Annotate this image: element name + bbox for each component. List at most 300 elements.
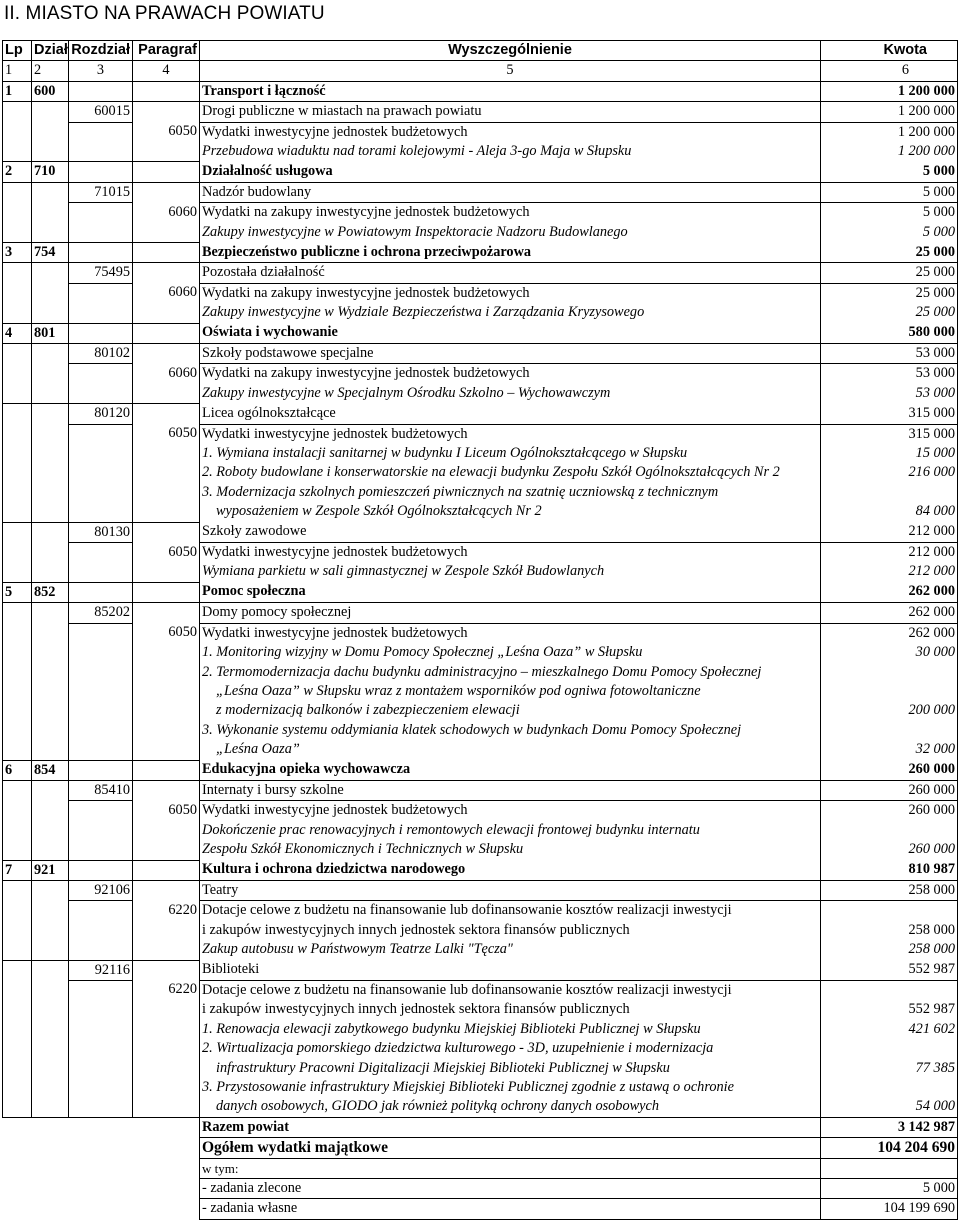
cell-lp: 4 xyxy=(3,323,32,343)
empty-cell xyxy=(133,1158,200,1178)
cell-opis: Wydatki na zakupy inwestycyjne jednostek budżetowych xyxy=(200,203,821,223)
cell-dzial xyxy=(32,901,69,921)
chapter-row xyxy=(3,102,958,122)
colnum-3: 3 xyxy=(69,61,133,81)
task-row xyxy=(3,701,958,720)
cell-lp xyxy=(3,142,32,162)
header-rozdzial: Rozdział xyxy=(69,41,133,61)
chapter-row xyxy=(3,263,958,283)
cell-rozdzial xyxy=(69,303,133,323)
cell-opis: Zakupy inwestycyjne w Specjalnym Ośrodku Szkolno – Wychowawczym xyxy=(200,384,821,404)
cell-rozdzial xyxy=(69,502,133,522)
task-row xyxy=(3,1039,958,1058)
cell-lp xyxy=(3,502,32,522)
cell-dzial xyxy=(32,1020,69,1039)
cell-paragraf xyxy=(133,444,200,463)
cell-paragraf xyxy=(133,263,200,283)
cell-kwota: 421 602 xyxy=(821,1020,958,1039)
cell-paragraf: 6050 xyxy=(133,623,200,643)
paragraph-row xyxy=(3,543,958,563)
cell-rozdzial xyxy=(69,701,133,720)
cell-kwota: 32 000 xyxy=(821,740,958,760)
empty-cell xyxy=(133,1138,200,1158)
cell-opis: „Leśna Oaza” xyxy=(200,740,821,760)
task-row xyxy=(3,483,958,502)
cell-opis: z modernizacją balkonów i zabezpieczeniem elewacji xyxy=(200,701,821,720)
cell-dzial xyxy=(32,1059,69,1078)
cell-rozdzial xyxy=(69,1078,133,1097)
cell-lp xyxy=(3,603,32,623)
cell-opis: Wydatki inwestycyjne jednostek budżetowych xyxy=(200,122,821,142)
cell-paragraf xyxy=(133,384,200,404)
chapter-row xyxy=(3,880,958,900)
cell-kwota: 1 200 000 xyxy=(821,81,958,101)
task-row xyxy=(3,384,958,404)
cell-dzial xyxy=(32,142,69,162)
cell-rozdzial: 85410 xyxy=(69,780,133,800)
summary-amount: 3 142 987 xyxy=(821,1117,958,1137)
cell-lp xyxy=(3,980,32,1000)
cell-dzial xyxy=(32,701,69,720)
cell-opis: Pozostała działalność xyxy=(200,263,821,283)
cell-dzial xyxy=(32,463,69,482)
cell-rozdzial: 75495 xyxy=(69,263,133,283)
cell-paragraf xyxy=(133,344,200,364)
summary-amount xyxy=(821,1158,958,1178)
chapter-row xyxy=(3,404,958,424)
cell-rozdzial: 71015 xyxy=(69,182,133,202)
cell-rozdzial xyxy=(69,562,133,582)
cell-lp xyxy=(3,522,32,542)
paragraph-row xyxy=(3,122,958,142)
cell-lp xyxy=(3,663,32,682)
cell-lp: 5 xyxy=(3,582,32,602)
section-row xyxy=(3,243,958,263)
summary-amount: 104 199 690 xyxy=(821,1199,958,1219)
cell-lp xyxy=(3,921,32,940)
cell-lp xyxy=(3,384,32,404)
cell-rozdzial: 80102 xyxy=(69,344,133,364)
empty-cell xyxy=(69,1179,133,1199)
cell-lp xyxy=(3,740,32,760)
summary-row xyxy=(3,1138,958,1158)
cell-opis: Licea ogólnokształcące xyxy=(200,404,821,424)
cell-lp xyxy=(3,263,32,283)
cell-paragraf xyxy=(133,721,200,740)
section-row xyxy=(3,323,958,343)
cell-opis: Szkoły zawodowe xyxy=(200,522,821,542)
cell-rozdzial xyxy=(69,1000,133,1019)
cell-opis: 2. Wirtualizacja pomorskiego dziedzictwa kulturowego - 3D, uzupełnienie i modernizacja xyxy=(200,1039,821,1058)
chapter-row xyxy=(3,344,958,364)
cell-rozdzial xyxy=(69,860,133,880)
cell-dzial xyxy=(32,663,69,682)
cell-dzial xyxy=(32,643,69,662)
summary-label: w tym: xyxy=(200,1158,821,1178)
cell-dzial: 801 xyxy=(32,323,69,343)
cell-paragraf xyxy=(133,323,200,343)
cell-kwota xyxy=(821,821,958,840)
cell-kwota: 5 000 xyxy=(821,203,958,223)
cell-opis: Wydatki inwestycyjne jednostek budżetowych xyxy=(200,801,821,821)
summary-label: Razem powiat xyxy=(200,1117,821,1137)
section-row xyxy=(3,162,958,182)
cell-kwota: 262 000 xyxy=(821,603,958,623)
cell-paragraf xyxy=(133,940,200,960)
cell-paragraf xyxy=(133,1078,200,1097)
header-wyszczegolnienie: Wyszczególnienie xyxy=(200,41,821,61)
cell-dzial xyxy=(32,502,69,522)
task-row xyxy=(3,940,958,960)
section-row xyxy=(3,860,958,880)
cell-dzial xyxy=(32,840,69,860)
cell-kwota: 5 000 xyxy=(821,223,958,243)
cell-dzial xyxy=(32,940,69,960)
cell-rozdzial xyxy=(69,740,133,760)
cell-lp xyxy=(3,960,32,980)
cell-rozdzial xyxy=(69,122,133,142)
task-row xyxy=(3,643,958,662)
cell-rozdzial xyxy=(69,364,133,384)
cell-kwota: 25 000 xyxy=(821,243,958,263)
cell-rozdzial xyxy=(69,1097,133,1117)
summary-amount: 5 000 xyxy=(821,1179,958,1199)
paragraph-row xyxy=(3,623,958,643)
cell-lp xyxy=(3,344,32,364)
cell-paragraf xyxy=(133,522,200,542)
paragraph-row xyxy=(3,1000,958,1019)
cell-paragraf xyxy=(133,483,200,502)
cell-opis: 3. Przystosowanie infrastruktury Miejskiej Biblioteki Publicznej zgodnie z ustawą o ochronie xyxy=(200,1078,821,1097)
cell-opis: Drogi publiczne w miastach na prawach powiatu xyxy=(200,102,821,122)
cell-opis: Nadzór budowlany xyxy=(200,182,821,202)
cell-lp xyxy=(3,483,32,502)
cell-rozdzial xyxy=(69,582,133,602)
cell-dzial: 854 xyxy=(32,760,69,780)
paragraph-row xyxy=(3,283,958,303)
cell-paragraf xyxy=(133,1000,200,1019)
task-row xyxy=(3,444,958,463)
cell-dzial xyxy=(32,522,69,542)
cell-kwota xyxy=(821,663,958,682)
cell-opis: 2. Termomodernizacja dachu budynku administracyjno – mieszkalnego Domu Pomocy Społecznej xyxy=(200,663,821,682)
header-lp: Lp xyxy=(3,41,32,61)
cell-dzial xyxy=(32,623,69,643)
cell-kwota: 262 000 xyxy=(821,582,958,602)
colnum-6: 6 xyxy=(821,61,958,81)
empty-cell xyxy=(69,1158,133,1178)
cell-kwota: 25 000 xyxy=(821,303,958,323)
cell-lp xyxy=(3,562,32,582)
colnum-4: 4 xyxy=(133,61,200,81)
cell-lp xyxy=(3,780,32,800)
cell-paragraf xyxy=(133,840,200,860)
cell-paragraf xyxy=(133,142,200,162)
cell-lp xyxy=(3,801,32,821)
cell-rozdzial xyxy=(69,901,133,921)
cell-paragraf xyxy=(133,880,200,900)
cell-lp xyxy=(3,1039,32,1058)
cell-opis: Zakupy inwestycyjne w Wydziale Bezpieczeństwa i Zarządzania Kryzysowego xyxy=(200,303,821,323)
task-row xyxy=(3,223,958,243)
task-row xyxy=(3,502,958,522)
cell-lp: 1 xyxy=(3,81,32,101)
summary-label: Ogółem wydatki majątkowe xyxy=(200,1138,821,1158)
summary-row xyxy=(3,1199,958,1219)
cell-dzial xyxy=(32,780,69,800)
cell-rozdzial: 60015 xyxy=(69,102,133,122)
cell-rozdzial xyxy=(69,721,133,740)
cell-paragraf xyxy=(133,303,200,323)
cell-rozdzial xyxy=(69,1020,133,1039)
cell-lp: 2 xyxy=(3,162,32,182)
cell-paragraf xyxy=(133,102,200,122)
empty-cell xyxy=(69,1199,133,1219)
cell-paragraf xyxy=(133,1039,200,1058)
cell-dzial xyxy=(32,404,69,424)
cell-kwota: 262 000 xyxy=(821,623,958,643)
cell-paragraf xyxy=(133,821,200,840)
cell-lp xyxy=(3,840,32,860)
empty-cell xyxy=(32,1179,69,1199)
cell-dzial xyxy=(32,203,69,223)
cell-dzial xyxy=(32,801,69,821)
empty-cell xyxy=(133,1179,200,1199)
cell-opis: Bezpieczeństwo publiczne i ochrona przeciwpożarowa xyxy=(200,243,821,263)
cell-rozdzial xyxy=(69,623,133,643)
paragraph-row xyxy=(3,921,958,940)
cell-dzial xyxy=(32,682,69,701)
cell-paragraf xyxy=(133,223,200,243)
empty-cell xyxy=(3,1199,32,1219)
cell-kwota: 5 000 xyxy=(821,162,958,182)
cell-dzial xyxy=(32,444,69,463)
cell-paragraf xyxy=(133,701,200,720)
cell-kwota: 53 000 xyxy=(821,344,958,364)
cell-lp xyxy=(3,623,32,643)
cell-kwota: 260 000 xyxy=(821,840,958,860)
colnum-5: 5 xyxy=(200,61,821,81)
cell-dzial: 921 xyxy=(32,860,69,880)
cell-rozdzial: 92106 xyxy=(69,880,133,900)
cell-lp: 3 xyxy=(3,243,32,263)
cell-rozdzial xyxy=(69,384,133,404)
cell-dzial xyxy=(32,562,69,582)
cell-lp xyxy=(3,1020,32,1039)
cell-kwota: 315 000 xyxy=(821,424,958,444)
cell-paragraf xyxy=(133,81,200,101)
header-kwota: Kwota xyxy=(821,41,958,61)
cell-opis: Edukacyjna opieka wychowawcza xyxy=(200,760,821,780)
cell-paragraf xyxy=(133,1097,200,1117)
cell-kwota xyxy=(821,980,958,1000)
cell-rozdzial: 85202 xyxy=(69,603,133,623)
cell-kwota xyxy=(821,1078,958,1097)
cell-dzial: 710 xyxy=(32,162,69,182)
cell-kwota: 5 000 xyxy=(821,182,958,202)
cell-paragraf: 6060 xyxy=(133,283,200,303)
cell-kwota: 84 000 xyxy=(821,502,958,522)
cell-lp xyxy=(3,404,32,424)
cell-lp: 7 xyxy=(3,860,32,880)
cell-opis: Dotacje celowe z budżetu na finansowanie lub dofinansowanie kosztów realizacji inwestycji xyxy=(200,901,821,921)
empty-cell xyxy=(32,1117,69,1137)
cell-kwota: 212 000 xyxy=(821,562,958,582)
cell-paragraf xyxy=(133,1059,200,1078)
cell-lp xyxy=(3,940,32,960)
cell-opis: infrastruktury Pracowni Digitalizacji Miejskiej Biblioteki Publicznej w Słupsku xyxy=(200,1059,821,1078)
task-row xyxy=(3,142,958,162)
cell-lp xyxy=(3,821,32,840)
cell-lp xyxy=(3,880,32,900)
budget-table xyxy=(2,40,958,1220)
cell-rozdzial: 80120 xyxy=(69,404,133,424)
cell-lp xyxy=(3,102,32,122)
cell-rozdzial xyxy=(69,980,133,1000)
cell-paragraf xyxy=(133,243,200,263)
cell-rozdzial xyxy=(69,921,133,940)
cell-kwota: 260 000 xyxy=(821,780,958,800)
cell-opis: Zakup autobusu w Państwowym Teatrze Lalki "Tęcza" xyxy=(200,940,821,960)
cell-kwota: 552 987 xyxy=(821,960,958,980)
cell-paragraf xyxy=(133,780,200,800)
cell-kwota: 25 000 xyxy=(821,283,958,303)
cell-dzial xyxy=(32,960,69,980)
empty-cell xyxy=(133,1117,200,1137)
cell-paragraf xyxy=(133,463,200,482)
cell-kwota: 53 000 xyxy=(821,364,958,384)
cell-kwota: 258 000 xyxy=(821,921,958,940)
cell-dzial xyxy=(32,364,69,384)
cell-lp xyxy=(3,303,32,323)
cell-opis: Działalność usługowa xyxy=(200,162,821,182)
cell-dzial xyxy=(32,263,69,283)
cell-dzial xyxy=(32,223,69,243)
cell-paragraf xyxy=(133,562,200,582)
cell-lp xyxy=(3,364,32,384)
cell-rozdzial xyxy=(69,1039,133,1058)
cell-dzial xyxy=(32,821,69,840)
cell-dzial xyxy=(32,424,69,444)
task-row xyxy=(3,821,958,840)
cell-rozdzial xyxy=(69,821,133,840)
empty-cell xyxy=(69,1138,133,1158)
cell-opis: Zespołu Szkół Ekonomicznych i Technicznych w Słupsku xyxy=(200,840,821,860)
cell-paragraf: 6220 xyxy=(133,901,200,921)
cell-kwota: 212 000 xyxy=(821,543,958,563)
cell-rozdzial: 92116 xyxy=(69,960,133,980)
cell-paragraf: 6050 xyxy=(133,424,200,444)
cell-paragraf xyxy=(133,860,200,880)
cell-dzial xyxy=(32,303,69,323)
cell-paragraf xyxy=(133,663,200,682)
colnum-1: 1 xyxy=(3,61,32,81)
empty-cell xyxy=(3,1158,32,1178)
cell-paragraf: 6050 xyxy=(133,543,200,563)
cell-opis: Dotacje celowe z budżetu na finansowanie lub dofinansowanie kosztów realizacji inwestycji xyxy=(200,980,821,1000)
task-row xyxy=(3,463,958,482)
cell-kwota: 315 000 xyxy=(821,404,958,424)
cell-rozdzial xyxy=(69,444,133,463)
summary-row xyxy=(3,1158,958,1178)
cell-lp xyxy=(3,643,32,662)
task-row xyxy=(3,303,958,323)
cell-opis: Wydatki inwestycyjne jednostek budżetowych xyxy=(200,424,821,444)
cell-opis: Szkoły podstawowe specjalne xyxy=(200,344,821,364)
cell-dzial xyxy=(32,182,69,202)
cell-opis: 3. Modernizacja szkolnych pomieszczeń piwnicznych na szatnię uczniowską z technicznym xyxy=(200,483,821,502)
cell-kwota xyxy=(821,682,958,701)
chapter-row xyxy=(3,182,958,202)
cell-paragraf: 6050 xyxy=(133,801,200,821)
cell-paragraf xyxy=(133,921,200,940)
cell-dzial xyxy=(32,1000,69,1019)
cell-dzial xyxy=(32,1078,69,1097)
cell-paragraf xyxy=(133,404,200,424)
cell-opis: Oświata i wychowanie xyxy=(200,323,821,343)
cell-kwota: 260 000 xyxy=(821,801,958,821)
cell-rozdzial xyxy=(69,223,133,243)
cell-kwota xyxy=(821,901,958,921)
cell-kwota: 54 000 xyxy=(821,1097,958,1117)
paragraph-row xyxy=(3,364,958,384)
cell-rozdzial: 80130 xyxy=(69,522,133,542)
cell-opis: „Leśna Oaza” w Słupsku wraz z montażem wsporników pod ogniwa fotowoltaniczne xyxy=(200,682,821,701)
cell-kwota: 1 200 000 xyxy=(821,142,958,162)
cell-opis: Wydatki na zakupy inwestycyjne jednostek budżetowych xyxy=(200,283,821,303)
budget-table-body xyxy=(3,41,958,1220)
section-row xyxy=(3,760,958,780)
cell-kwota: 580 000 xyxy=(821,323,958,343)
cell-dzial xyxy=(32,921,69,940)
cell-kwota: 810 987 xyxy=(821,860,958,880)
cell-opis: Biblioteki xyxy=(200,960,821,980)
cell-rozdzial xyxy=(69,682,133,701)
cell-kwota xyxy=(821,1039,958,1058)
paragraph-row xyxy=(3,901,958,921)
cell-paragraf xyxy=(133,760,200,780)
cell-paragraf xyxy=(133,682,200,701)
cell-dzial: 852 xyxy=(32,582,69,602)
cell-lp xyxy=(3,463,32,482)
summary-amount: 104 204 690 xyxy=(821,1138,958,1158)
empty-cell xyxy=(133,1199,200,1219)
cell-paragraf xyxy=(133,643,200,662)
cell-paragraf: 6060 xyxy=(133,364,200,384)
cell-rozdzial xyxy=(69,643,133,662)
cell-rozdzial xyxy=(69,801,133,821)
cell-dzial xyxy=(32,740,69,760)
cell-paragraf xyxy=(133,582,200,602)
cell-kwota: 77 385 xyxy=(821,1059,958,1078)
cell-opis: wyposażeniem w Zespole Szkół Ogólnokształcących Nr 2 xyxy=(200,502,821,522)
cell-lp xyxy=(3,424,32,444)
cell-opis: Transport i łączność xyxy=(200,81,821,101)
cell-kwota: 30 000 xyxy=(821,643,958,662)
cell-dzial xyxy=(32,721,69,740)
empty-cell xyxy=(32,1158,69,1178)
cell-rozdzial xyxy=(69,424,133,444)
cell-rozdzial xyxy=(69,283,133,303)
paragraph-row xyxy=(3,203,958,223)
cell-kwota xyxy=(821,483,958,502)
cell-lp xyxy=(3,721,32,740)
summary-row xyxy=(3,1117,958,1137)
cell-rozdzial xyxy=(69,81,133,101)
cell-lp xyxy=(3,1078,32,1097)
chapter-row xyxy=(3,603,958,623)
cell-opis: 1. Renowacja elewacji zabytkowego budynku Miejskiej Biblioteki Publicznej w Słupsku xyxy=(200,1020,821,1039)
